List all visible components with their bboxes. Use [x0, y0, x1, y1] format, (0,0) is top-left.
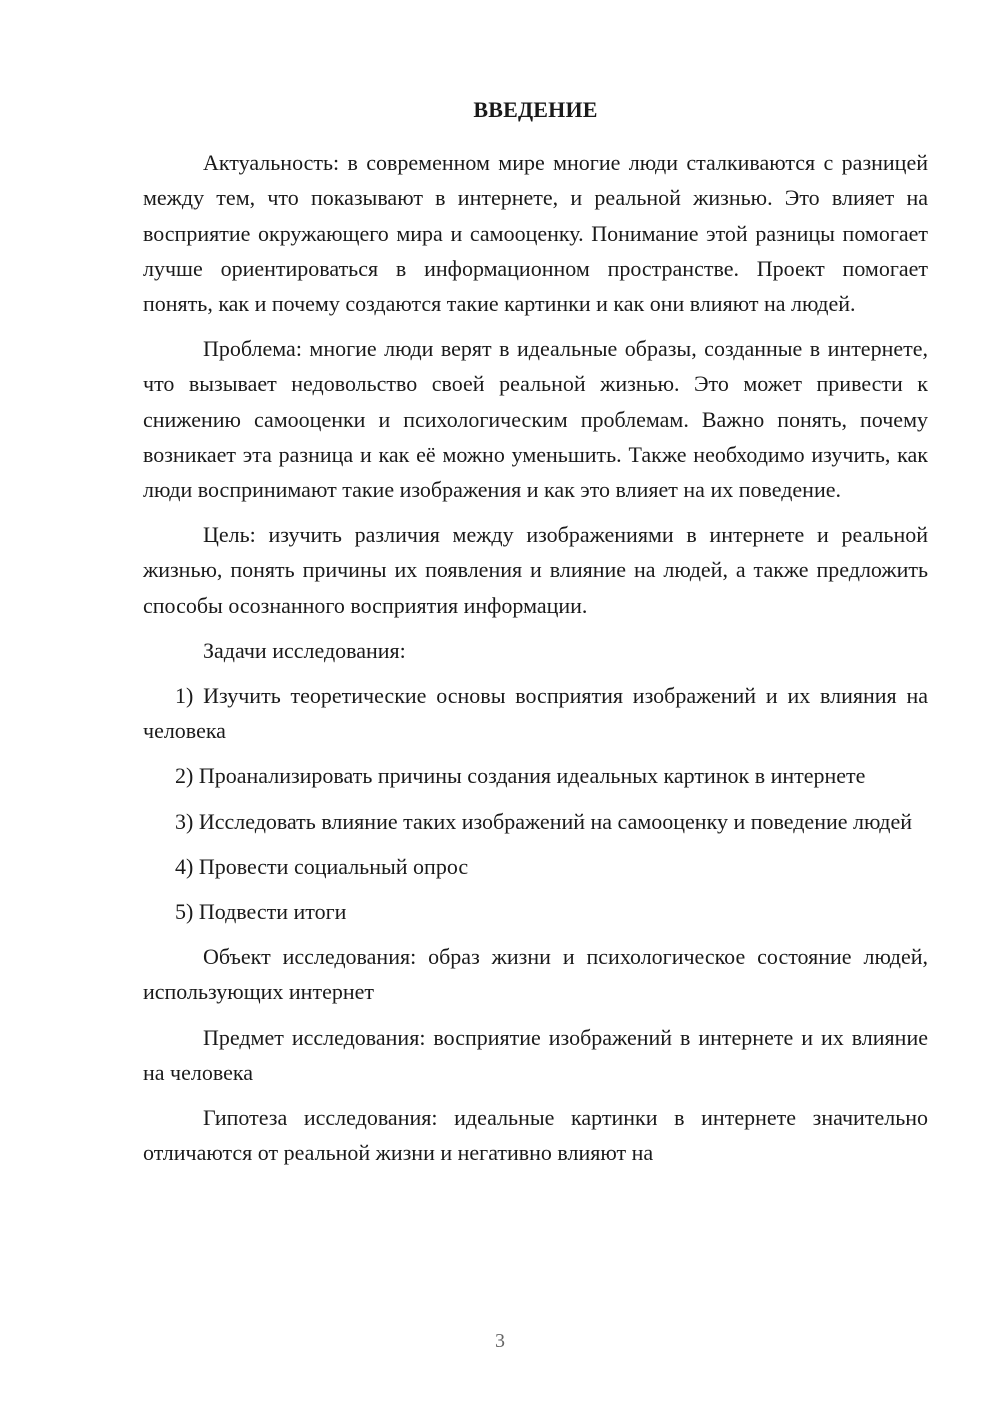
task-item-3: 3) Исследовать влияние таких изображений на самооценку и поведение людей	[175, 808, 913, 834]
document-page	[143, 92, 928, 1180]
paragraph-hypothesis: Гипотеза исследования: идеальные картинки в интернете значительно отличаются от реальной жизни и негативно влияют на	[143, 1105, 928, 1166]
paragraph-goal: Цель: изучить различия между изображениями в интернете и реальной жизнью, понять причины их появления и влияние на людей, а также предложить способы осознанного восприятия информации.	[143, 522, 928, 618]
paragraph-object: Объект исследования: образ жизни и психологическое состояние людей, использующих интернет	[143, 944, 928, 1005]
paragraph-relevance: Актуальность: в современном мире многие люди сталкиваются с разницей между тем, что показывают в интернете, и реальной жизнью. Это влияет на восприятие окружающего мира и самооценку. Понимание этой разницы помогает лучше ориентироваться в информационном пространстве. Проект помогает понять, как и почему создаются такие картинки и как они влияют на людей.	[143, 150, 928, 317]
paragraph-problem: Проблема: многие люди верят в идеальные образы, созданные в интернете, что вызывает недовольство своей реальной жизнью. Это может привести к снижению самооценки и психологическим проблемам. Важно понять, почему возникает эта разница и как её можно уменьшить. Также необходимо изучить, как люди воспринимают такие изображения и как это влияет на их поведение.	[143, 336, 928, 503]
paragraph-subject: Предмет исследования: восприятие изображений в интернете и их влияние на человека	[143, 1024, 928, 1085]
task-item-1: 1) Изучить теоретические основы восприятия изображений и их влияния на человека	[143, 683, 928, 744]
task-item-4: 4) Провести социальный опрос	[175, 853, 469, 879]
task-item-5: 5) Подвести итоги	[175, 899, 347, 925]
page-number: 3	[495, 1330, 505, 1352]
page-title: ВВЕДЕНИЕ	[473, 97, 598, 122]
tasks-heading: Задачи исследования:	[203, 637, 406, 663]
task-item-2: 2) Проанализировать причины создания идеальных картинок в интернете	[175, 763, 866, 789]
